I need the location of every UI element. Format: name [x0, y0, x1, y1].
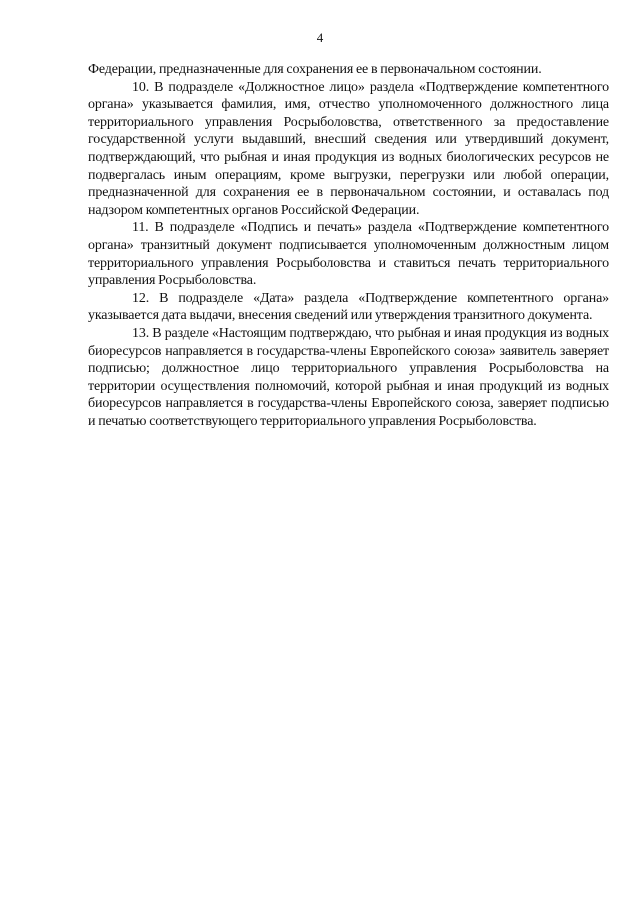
- paragraph-continuation: Федерации, предназначенные для сохранения ее в первоначальном состоянии.: [88, 62, 542, 77]
- paragraph-item-13: 13. В разделе «Настоящим подтверждаю, что рыбная и иная продукция из водных биоресурсов направляется в государства-члены Европейского союза» заявитель заверяет подписью; должностное лицо территориального управления Росрыболовства на территории осуществления полномочий, которой рыбная и иная продукций из водных биоресурсов направляется в государства-члены Европейского союза, заверяет подписью и печатью соответствующего территориального управления Росрыболовства.: [88, 325, 609, 429]
- document-body: [88, 61, 609, 430]
- page-number: 4: [316, 30, 324, 45]
- paragraph-item-11: 11. В подразделе «Подпись и печать» раздела «Подтверждение компетентного органа» транзитный документ подписывается уполномоченным должностным лицом территориального управления Росрыболовства и ставиться печать территориального управления Росрыболовства.: [88, 220, 609, 289]
- paragraph-item-12: 12. В подразделе «Дата» раздела «Подтверждение компетентного органа» указывается дата выдачи, внесения сведений или утверждения транзитного документа.: [88, 290, 609, 324]
- paragraph-item-10: 10. В подразделе «Должностное лицо» раздела «Подтверждение компетентного органа» указывается фамилия, имя, отчество уполномоченного должностного лица территориального управления Росрыболовства, ответственного за предоставление государственной услуги выдавший, внесший сведения или утвердивший документ, подтверждающий, что рыбная и иная продукция из водных биологических ресурсов не подвергалась иным операциям, кроме выгрузки, перегрузки или любой операции, предназначенной для сохранения ее в первоначальном состоянии, и оставалась под надзором компетентных органов Российской Федерации.: [88, 79, 609, 218]
